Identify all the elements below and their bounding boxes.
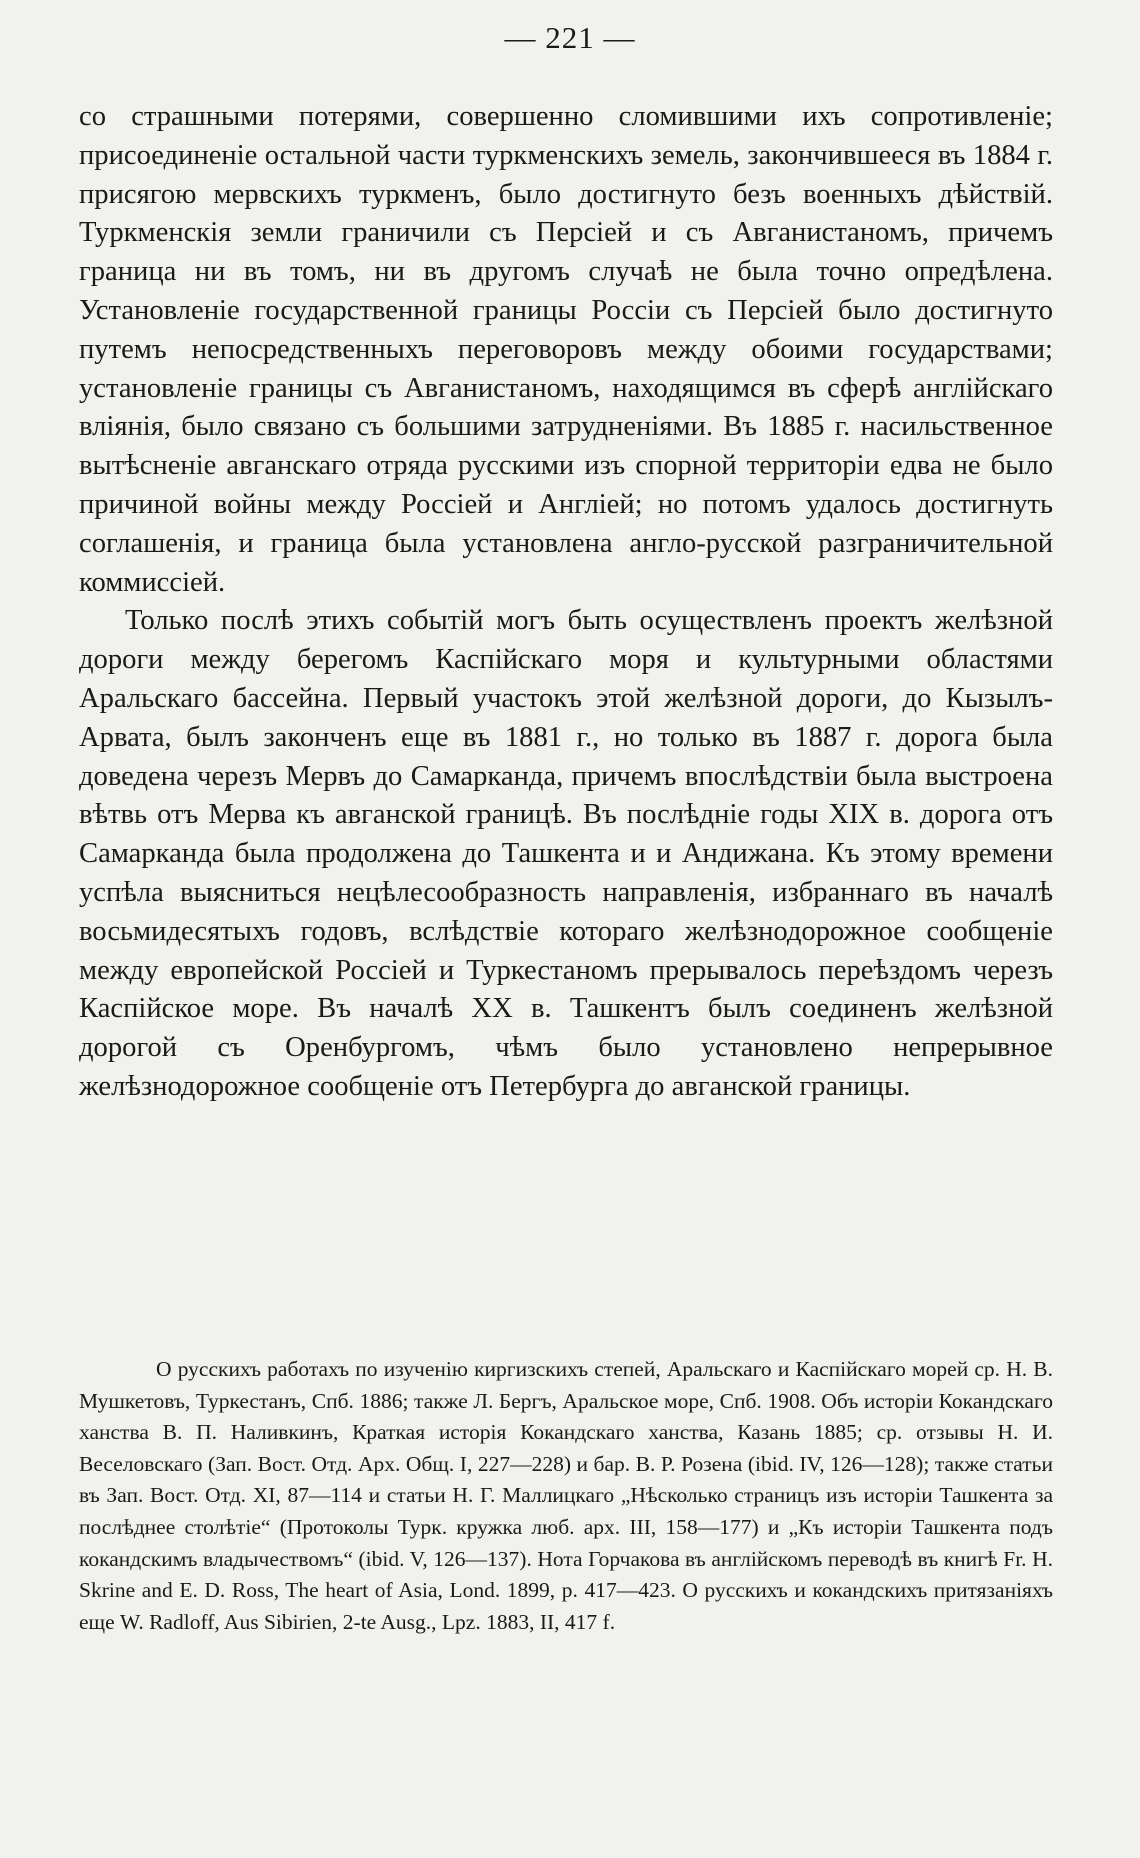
footnote: О русскихъ работахъ по изученiю киргизскихъ степей, Аральскаго и Каспiйскаго морей ср. Н. В. Мушкетовъ, Туркестанъ, Спб. 1886; также Л. Бергъ, Аральское море, Спб. 1908. Объ исторiи Кокандскаго ханства В. П. Наливкинъ, Краткая исторiя Кокандскаго ханства, Казань 1885; ср. отзывы Н. И. Веселовскаго (Зап. Вост. Отд. Арх. Общ. I, 227—228) и бар. В. Р. Розена (ibid. IV, 126—128); также статьи въ Зап. Вост. Отд. XI, 87—114 и статьи Н. Г. Маллицкаго „Нѣсколько страницъ изъ исторiи Ташкента за послѣднее столѣтiе“ (Протоколы Турк. кружка люб. арх. III, 158—177) и „Къ исторiи Ташкента подъ кокандскимъ владычествомъ“ (ibid. V, 126—137). Нота Горчакова въ англiйскомъ переводѣ въ книгѣ Fr. H. Skrine and E. D. Ross, The heart of Asia, Lond. 1899, p. 417—423. О русскихъ и кокандскихъ притязанiяхъ еще W. Radloff, Aus Sibirien, 2-te Ausg., Lpz. 1883, II, 417 f.: [79, 1357, 1053, 1634]
page-number: — 221 —: [504, 20, 636, 55]
paragraph-continued: со страшными потерями, совершенно сломившими ихъ сопротивленiе; присоединенiе остальной части туркменскихъ земель, закончившееся въ 1884 г. присягою мервскихъ туркменъ, было достигнуто безъ военныхъ дѣйствiй. Туркменскiя земли граничили съ Персiей и съ Авганистаномъ, причемъ граница ни въ томъ, ни въ другомъ случаѣ не была точно опредѣлена. Установленiе государственной границы Россiи съ Персiей было достигнуто путемъ непосредственныхъ переговоровъ между обоими государствами; установленiе границы съ Авганистаномъ, находящимся въ сферѣ англiйскаго влiянiя, было связано съ большими затрудненiями. Въ 1885 г. насильственное вытѣсненiе авганскаго отряда русскими изъ спорной территорiи едва не было причиной войны между Россiей и Англiей; но потомъ удалось достигнуть соглашенiя, и граница была установлена англо-русской разграничительной коммиссiей.: [79, 101, 1053, 598]
paragraph-railway: Только послѣ этихъ событiй могъ быть осуществленъ проектъ желѣзной дороги между берегомъ Каспiйскаго моря и культурными областями Аральскаго бассейна. Первый участокъ этой желѣзной дороги, до Кызылъ-Арвата, былъ законченъ еще въ 1881 г., но только въ 1887 г. дорога была доведена черезъ Мервъ до Самарканда, причемъ впослѣдствiи была выстроена вѣтвь отъ Мерва къ авганской границѣ. Въ послѣднiе годы XIX в. дорога отъ Самарканда была продолжена до Ташкента и и Андижана. Къ этому времени успѣла выясниться нецѣлесообразность направленiя, избраннаго въ началѣ восьмидесятыхъ годовъ, вслѣдствiе котораго желѣзнодорожное сообщенiе между европейской Россiей и Туркестаномъ прерывалось переѣздомъ черезъ Каспiйское море. Въ началѣ XX в. Ташкентъ былъ соединенъ желѣзной дорогой съ Оренбургомъ, чѣмъ было установлено непрерывное желѣзнодорожное сообщенiе отъ Петербурга до авганской границы.: [79, 605, 1053, 1102]
main-text: [79, 98, 1053, 1107]
